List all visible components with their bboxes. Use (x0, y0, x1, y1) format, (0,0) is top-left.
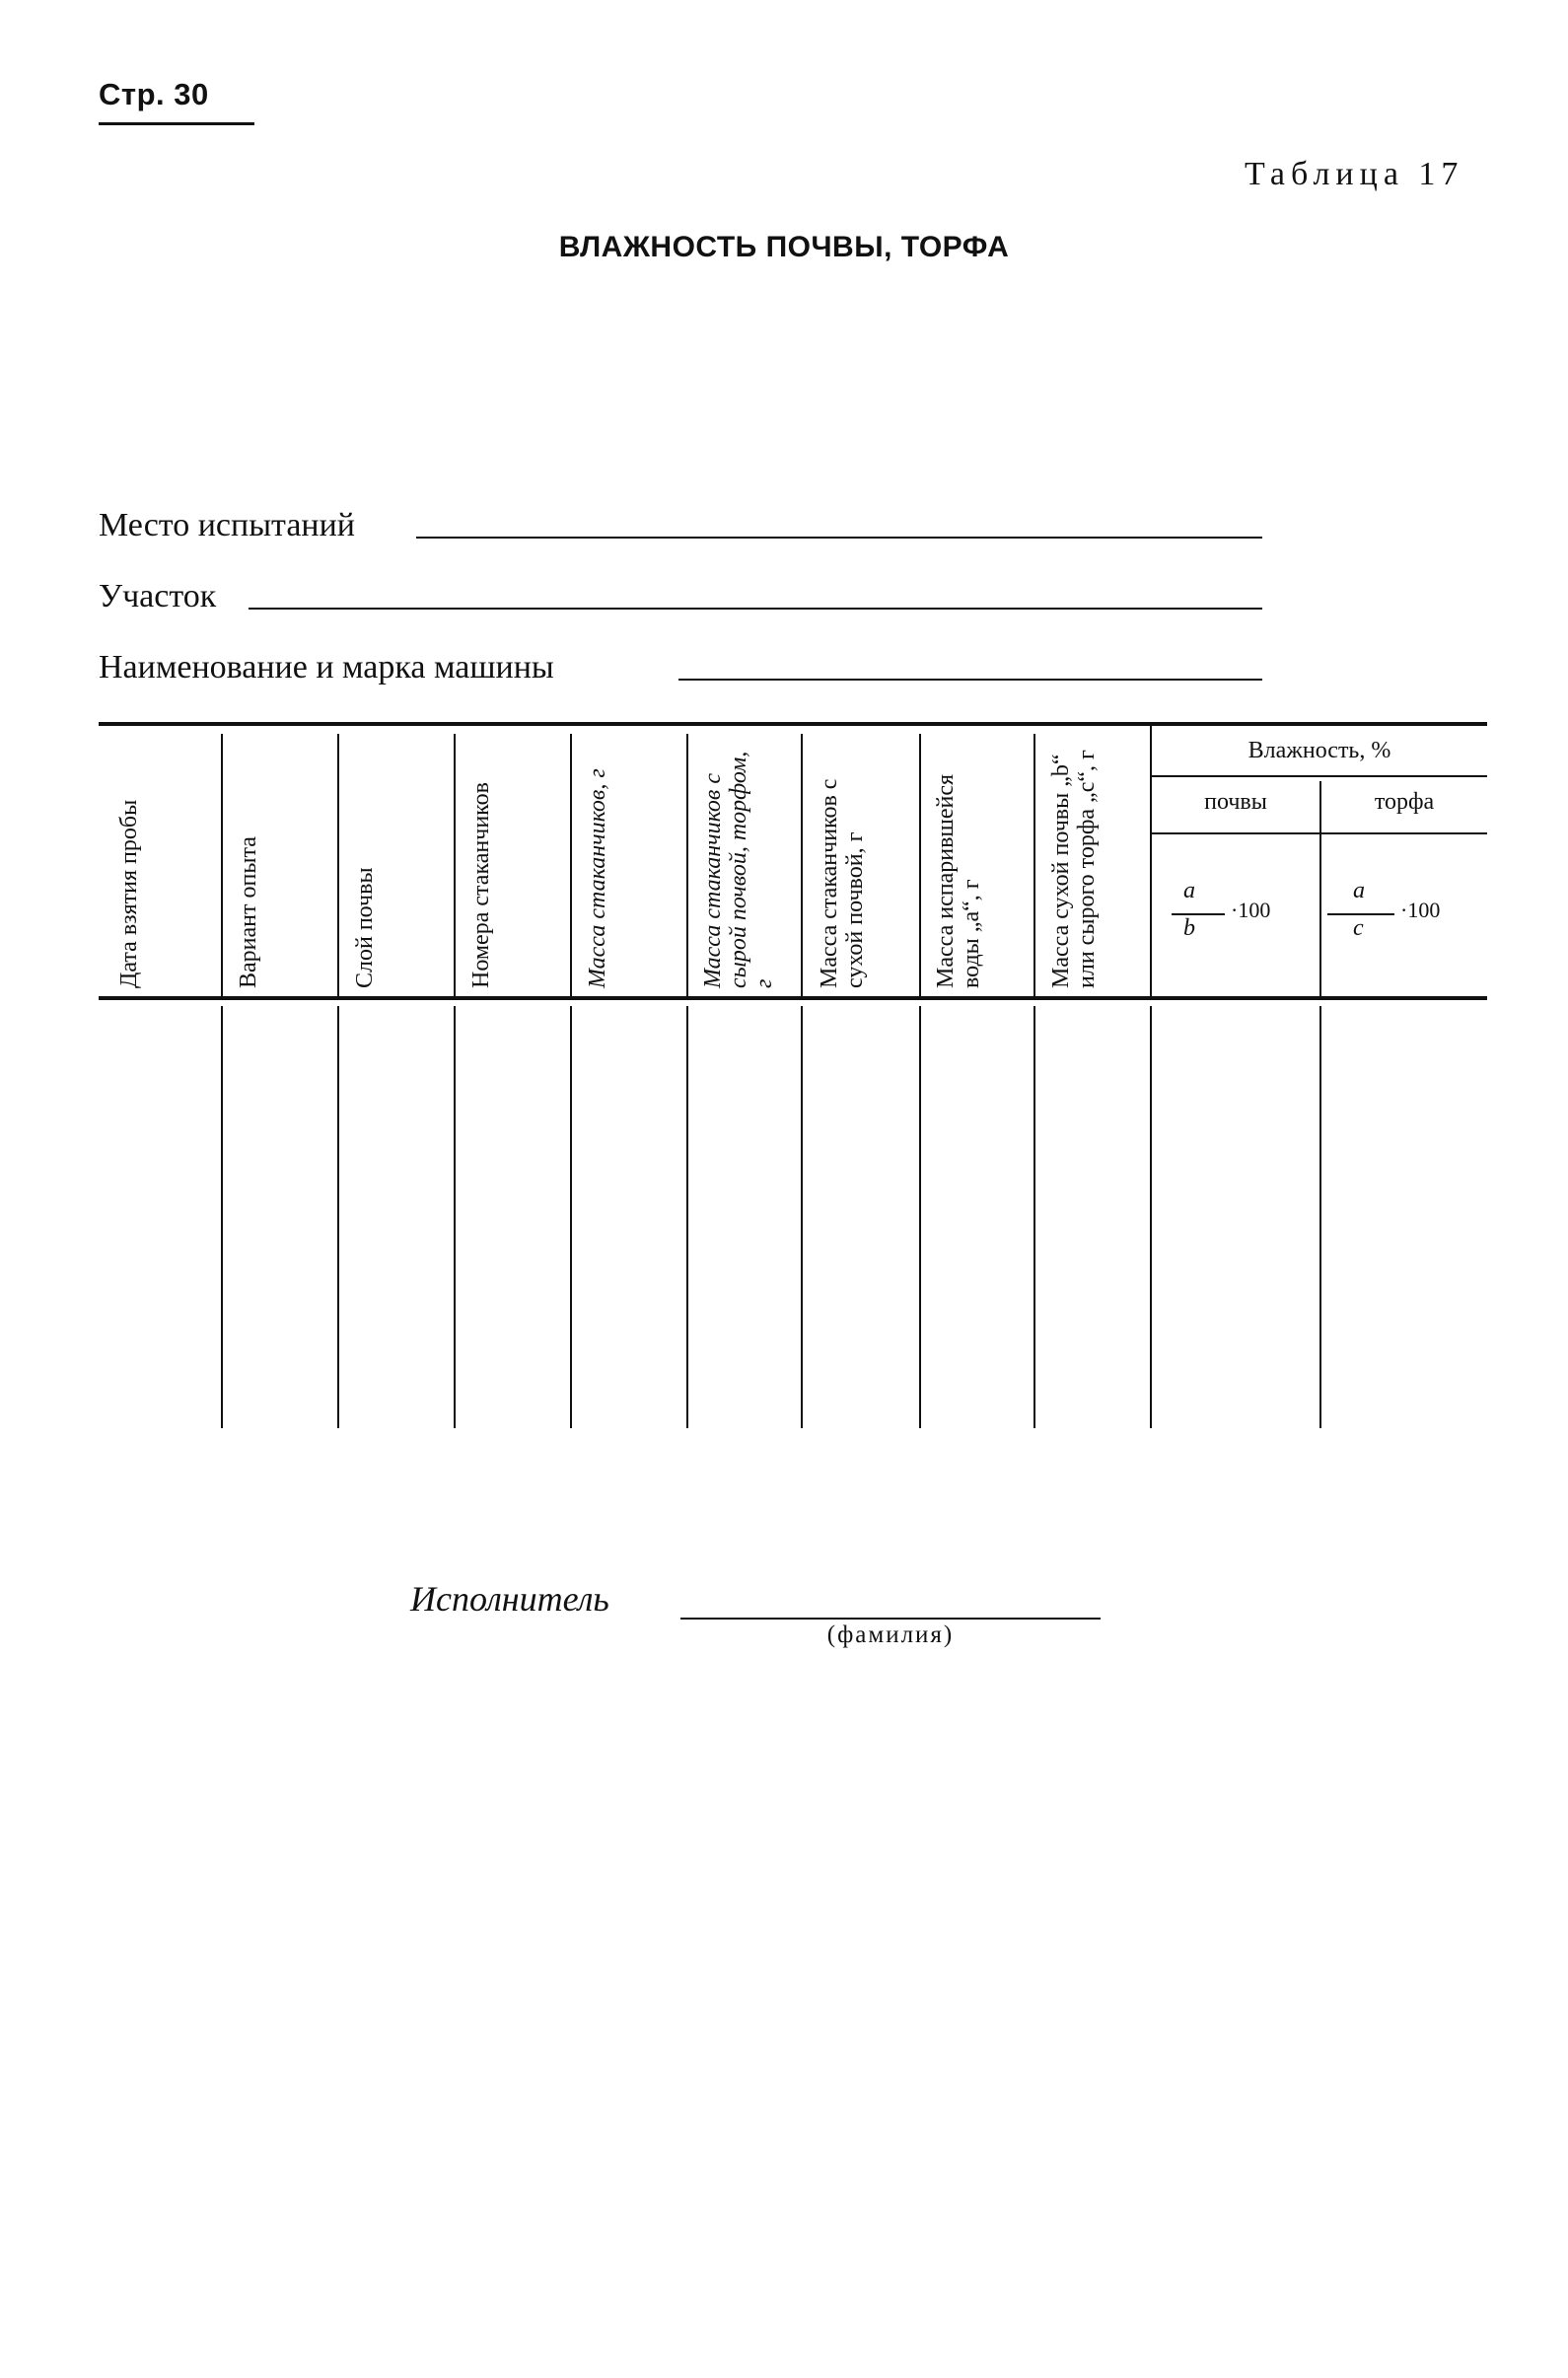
column-header-cup-mass: Масса стаканчиков, г (585, 768, 610, 988)
column-header-water-mass: Масса испарившейся воды „a“, г (933, 773, 984, 988)
humidity-soil-header: почвы (1204, 789, 1267, 815)
field-machine-label: Наименование и марка машины (99, 649, 554, 685)
page-number-rule (99, 122, 254, 125)
soil-formula-bar (1172, 913, 1225, 915)
field-place-line[interactable] (416, 537, 1262, 539)
executor-label: Исполнитель (410, 1579, 609, 1619)
column-divider (686, 734, 688, 996)
field-machine-line[interactable] (678, 679, 1262, 681)
soil-formula-denominator: b (1183, 915, 1195, 941)
column-header-cup-numbers: Номера стаканчиков (468, 782, 494, 988)
column-divider (570, 734, 572, 996)
column-header-date: Дата взятия пробы (116, 799, 142, 988)
column-divider (801, 734, 803, 996)
column-header-dry-or-wet-mass: Масса сухой почвы „b“ или сырого торфа „c“, г (1048, 750, 1100, 988)
humidity-peat-header: торфа (1374, 789, 1435, 815)
peat-formula-denominator: c (1353, 915, 1364, 941)
document-title: ВЛАЖНОСТЬ ПОЧВЫ, ТОРФА (558, 231, 1010, 263)
body-column-divider (801, 1006, 803, 1428)
field-plot-line[interactable] (249, 608, 1262, 610)
column-header-variant: Вариант опыта (236, 836, 261, 988)
peat-formula-multiplier: ·100 (1400, 898, 1441, 922)
body-column-divider (1033, 1006, 1035, 1428)
column-divider (919, 734, 921, 996)
soil-formula-multiplier: ·100 (1231, 898, 1271, 922)
body-column-divider (221, 1006, 223, 1428)
soil-formula-numerator: a (1183, 878, 1195, 903)
table-header-rule (99, 996, 1487, 1000)
page-number: Стр. 30 (99, 77, 209, 111)
body-column-divider (570, 1006, 572, 1428)
table-top-rule (99, 722, 1487, 726)
humidity-subhead-rule (1152, 775, 1487, 777)
column-divider (221, 734, 223, 996)
body-column-divider (337, 1006, 339, 1428)
table-number: Таблица 17 (1245, 156, 1464, 192)
executor-caption: (фамилия) (826, 1621, 955, 1648)
executor-signature-line[interactable] (680, 1618, 1101, 1620)
column-divider (1150, 726, 1152, 996)
column-header-wet-mass: Масса стаканчиков с сырой почвой, торфом, г (700, 751, 777, 988)
peat-formula-numerator: a (1353, 878, 1365, 903)
column-divider (1033, 734, 1035, 996)
humidity-header: Влажность, % (1247, 738, 1391, 763)
field-plot-label: Участок (99, 578, 217, 614)
column-divider (454, 734, 456, 996)
column-header-soil-layer: Слой почвы (352, 867, 378, 988)
body-column-divider (919, 1006, 921, 1428)
column-divider (337, 734, 339, 996)
body-column-divider (1319, 1006, 1321, 1428)
body-column-divider (686, 1006, 688, 1428)
body-column-divider (1150, 1006, 1152, 1428)
field-place-label: Место испытаний (99, 507, 355, 543)
body-column-divider (454, 1006, 456, 1428)
column-header-dry-mass: Масса стаканчиков с сухой почвой, г (817, 778, 868, 988)
